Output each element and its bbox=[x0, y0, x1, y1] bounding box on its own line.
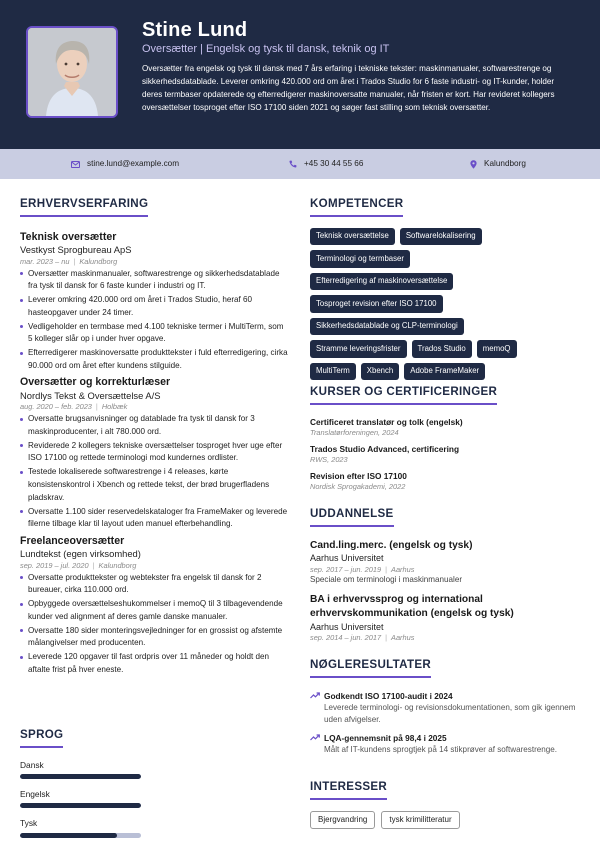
education-school: Aarhus Universitet bbox=[310, 553, 384, 564]
result-title: LQA-gennemsnit på 98,4 i 2025 bbox=[324, 733, 447, 744]
result-title: Godkendt ISO 17100-audit i 2024 bbox=[324, 690, 453, 701]
skill-tag: Terminologi og termbaser bbox=[310, 250, 410, 268]
contact-email[interactable] bbox=[71, 149, 179, 179]
skill-tag: Softwarelokalisering bbox=[400, 228, 482, 246]
candidate-headline: Oversætter | Engelsk og tysk til dansk, teknik og IT bbox=[142, 43, 390, 55]
skill-tag: Tosproget revision efter ISO 17100 bbox=[310, 295, 443, 313]
education-location: Aarhus bbox=[391, 633, 415, 643]
job-bullets bbox=[20, 413, 290, 530]
job-company: Nordlys Tekst & Oversættelse A/S bbox=[20, 389, 161, 401]
result-item bbox=[310, 691, 580, 726]
language-level-bar bbox=[20, 803, 141, 808]
job-entry bbox=[20, 230, 290, 373]
courses-section bbox=[310, 384, 580, 492]
job-bullet: Leverer omkring 420.000 ord om året i Trados Studio, heraf 60 hasteopgaver under 24 timer. bbox=[20, 294, 290, 319]
education-degree: BA i erhvervssprog og international erhvervskommunikation (engelsk og tysk) bbox=[310, 594, 514, 620]
language-level-bar bbox=[20, 774, 141, 779]
skill-tag: Trados Studio bbox=[412, 340, 472, 358]
language-name: Tysk bbox=[20, 818, 38, 829]
interests-heading: INTERESSER bbox=[310, 779, 387, 800]
job-location: Holbæk bbox=[101, 402, 128, 412]
portrait-image bbox=[28, 28, 116, 116]
job-bullet: Oversatte 180 sider monteringsvejledninger for en grossist og afstemte målangivelser med producenten. bbox=[20, 625, 290, 650]
job-meta: mar. 2023 – nu | Kalundborg bbox=[20, 256, 118, 266]
language-item bbox=[20, 760, 290, 779]
skills-tags bbox=[310, 228, 550, 381]
contact-phone-text: +45 30 44 55 66 bbox=[304, 159, 364, 169]
skills-section bbox=[310, 196, 580, 380]
phone-icon bbox=[289, 160, 297, 168]
job-dates: mar. 2023 – nu bbox=[20, 256, 70, 266]
job-title: Oversætter og korrekturlæser bbox=[20, 376, 171, 389]
education-description: Speciale om terminologi i maskinmanualer bbox=[310, 574, 463, 584]
job-location: Kalundborg bbox=[79, 256, 118, 266]
job-bullets bbox=[20, 572, 290, 677]
job-bullet: Oversætter maskinmanualer, softwarestrenge og sikkerhedsdatablade fra tysk til dansk for 6 faste kunder i industri og IT. bbox=[20, 268, 290, 293]
course-issuer: Translatørforeningen, 2024 bbox=[310, 427, 399, 437]
education-item bbox=[310, 593, 580, 643]
course-issuer: RWS, 2023 bbox=[310, 455, 348, 464]
job-bullet: Leverede 120 opgaver til fast ordpris over 11 måneder og holdt den aftalte frist på hver eneste. bbox=[20, 651, 290, 676]
job-bullet: Reviderede 2 kollegers tekniske oversættelser tosproget hver uge efter ISO 17100 og rettede terminologi mod kundernes ordlister. bbox=[20, 440, 290, 465]
experience-section bbox=[20, 196, 290, 678]
results-heading: NØGLERESULTATER bbox=[310, 657, 431, 678]
experience-heading: ERHVERVSERFARING bbox=[20, 196, 148, 217]
trend-up-icon bbox=[310, 692, 320, 699]
job-company: Lundtekst (egen virksomhed) bbox=[20, 547, 141, 559]
education-degree: Cand.ling.merc. (engelsk og tysk) bbox=[310, 539, 473, 551]
job-bullet: Oversatte brugsanvisninger og datablade fra tysk til dansk for 3 maskinproducenter, i alt 780.000 ord. bbox=[20, 413, 290, 438]
contact-location bbox=[470, 149, 526, 179]
course-item bbox=[310, 471, 580, 492]
education-location: Aarhus bbox=[391, 564, 415, 574]
job-bullet: Testede lokaliserede softwarestrenge i 4 releases, kørte konsistenskontrol i Xbench og rettede tekst, der brød brugerfladens pladskrav. bbox=[20, 466, 290, 504]
job-bullet: Opbyggede oversættelseshukommelser i memoQ til 3 tilbagevendende kunder ved alignment af deres gamle danske manualer. bbox=[20, 598, 290, 623]
language-level-bar bbox=[20, 833, 141, 838]
header-band bbox=[0, 0, 600, 149]
trend-up-icon bbox=[310, 734, 320, 741]
language-level-fill bbox=[20, 803, 141, 808]
job-meta: sep. 2019 – jul. 2020 | Kalundborg bbox=[20, 560, 137, 570]
interest-tag: Bjergvandring bbox=[310, 811, 375, 830]
job-bullets bbox=[20, 268, 290, 373]
skill-tag: Teknisk oversættelse bbox=[310, 228, 395, 246]
languages-heading: SPROG bbox=[20, 727, 63, 748]
job-title: Freelanceoversætter bbox=[20, 534, 125, 547]
result-description: Leverede terminologi- og revisionsdokumentationen, som gik igennem uden afvigelser. bbox=[324, 702, 576, 724]
map-pin-icon bbox=[470, 160, 477, 169]
job-meta: aug. 2020 – feb. 2023 | Holbæk bbox=[20, 402, 128, 412]
education-meta: sep. 2017 – jun. 2019 | Aarhus bbox=[310, 564, 415, 574]
job-title: Teknisk oversætter bbox=[20, 230, 117, 243]
job-bullet: Vedligeholder en termbase med 4.100 tekniske termer i MultiTerm, som 5 kolleger slår op i under hver opgave. bbox=[20, 321, 290, 346]
contact-bar bbox=[0, 149, 600, 179]
course-item bbox=[310, 417, 580, 438]
profile-photo bbox=[26, 26, 118, 118]
skill-tag: Efterredigering af maskinoversættelse bbox=[310, 273, 453, 291]
education-item bbox=[310, 539, 580, 586]
language-item bbox=[20, 818, 290, 837]
education-dates: sep. 2017 – jun. 2019 bbox=[310, 564, 382, 574]
job-location: Kalundborg bbox=[98, 560, 137, 570]
job-bullet: Efterredigerer maskinoversatte produkttekster i fuld efterredigering, cirka 90.000 ord om året efter kundens stilguide. bbox=[20, 347, 290, 372]
education-dates: sep. 2014 – jun. 2017 bbox=[310, 633, 382, 643]
results-section bbox=[310, 657, 580, 756]
courses-heading: KURSER OG CERTIFICERINGER bbox=[310, 384, 497, 405]
job-company: Vestkyst Sprogbureau ApS bbox=[20, 243, 132, 255]
education-school: Aarhus Universitet bbox=[310, 621, 384, 632]
language-item bbox=[20, 789, 290, 808]
contact-location-text: Kalundborg bbox=[484, 159, 526, 169]
interests-list bbox=[310, 811, 580, 830]
interest-tag: tysk krimilitteratur bbox=[381, 811, 459, 830]
interests-section bbox=[310, 779, 580, 829]
job-entry bbox=[20, 534, 290, 677]
course-name: Certificeret translatør og tolk (engelsk) bbox=[310, 416, 463, 427]
candidate-name: Stine Lund bbox=[142, 19, 248, 41]
skill-tag: Stramme leveringsfrister bbox=[310, 340, 407, 358]
skills-heading: KOMPETENCER bbox=[310, 196, 403, 217]
language-level-fill bbox=[20, 774, 141, 779]
education-section bbox=[310, 506, 580, 643]
language-level-fill bbox=[20, 833, 117, 838]
course-issuer: Nordisk Sprogakademi, 2022 bbox=[310, 482, 406, 492]
result-description: Målt af IT-kundens sprogtjek på 14 stikprøver af softwarestrenge. bbox=[324, 745, 558, 755]
skill-tag: Xbench bbox=[361, 363, 399, 381]
contact-phone[interactable] bbox=[289, 149, 363, 179]
language-name: Engelsk bbox=[20, 788, 50, 799]
job-dates: aug. 2020 – feb. 2023 bbox=[20, 402, 92, 412]
result-item bbox=[310, 733, 580, 756]
skill-tag: Sikkerhedsdatablade og CLP-terminologi bbox=[310, 318, 464, 336]
profile-summary: Oversætter fra engelsk og tysk til dansk med 7 års erfaring i tekniske tekster: maskinmanualer, softwarestrenge og sikkerhedsdatablade. Leverer omkring 420.000 ord om året i Trados Studio for 6 faste industri- og IT-kunder, holder deres termbaser opdaterede og efterredigerer maskinoversatte manualer, når fristen er kort. Har revideret kollegers oversættelser tosproget efter ISO 17100 siden 2021 og søger fast stilling som teknisk oversætter. bbox=[142, 64, 555, 112]
job-bullet: Oversatte 1.100 sider reservedelskataloger fra FrameMaker og leverede filerne tilbage klar til layout uden manuel efterbehandling. bbox=[20, 506, 290, 531]
mail-icon bbox=[71, 161, 80, 168]
education-heading: UDDANNELSE bbox=[310, 506, 394, 527]
job-dates: sep. 2019 – jul. 2020 bbox=[20, 560, 89, 570]
education-meta: sep. 2014 – jun. 2017 | Aarhus bbox=[310, 633, 415, 643]
skill-tag: MultiTerm bbox=[310, 363, 356, 381]
course-name: Revision efter ISO 17100 bbox=[310, 470, 407, 481]
skill-tag: memoQ bbox=[477, 340, 517, 358]
job-bullet: Oversatte produkttekster og webtekster fra engelsk til dansk for 2 bureauer, cirka 110.000 ord. bbox=[20, 572, 290, 597]
contact-email-text: stine.lund@example.com bbox=[87, 159, 180, 169]
language-name: Dansk bbox=[20, 759, 44, 770]
job-entry bbox=[20, 375, 290, 530]
course-name: Trados Studio Advanced, certificering bbox=[310, 443, 460, 454]
course-item bbox=[310, 444, 580, 465]
skill-tag: Adobe FrameMaker bbox=[404, 363, 485, 381]
languages-section bbox=[20, 727, 290, 838]
